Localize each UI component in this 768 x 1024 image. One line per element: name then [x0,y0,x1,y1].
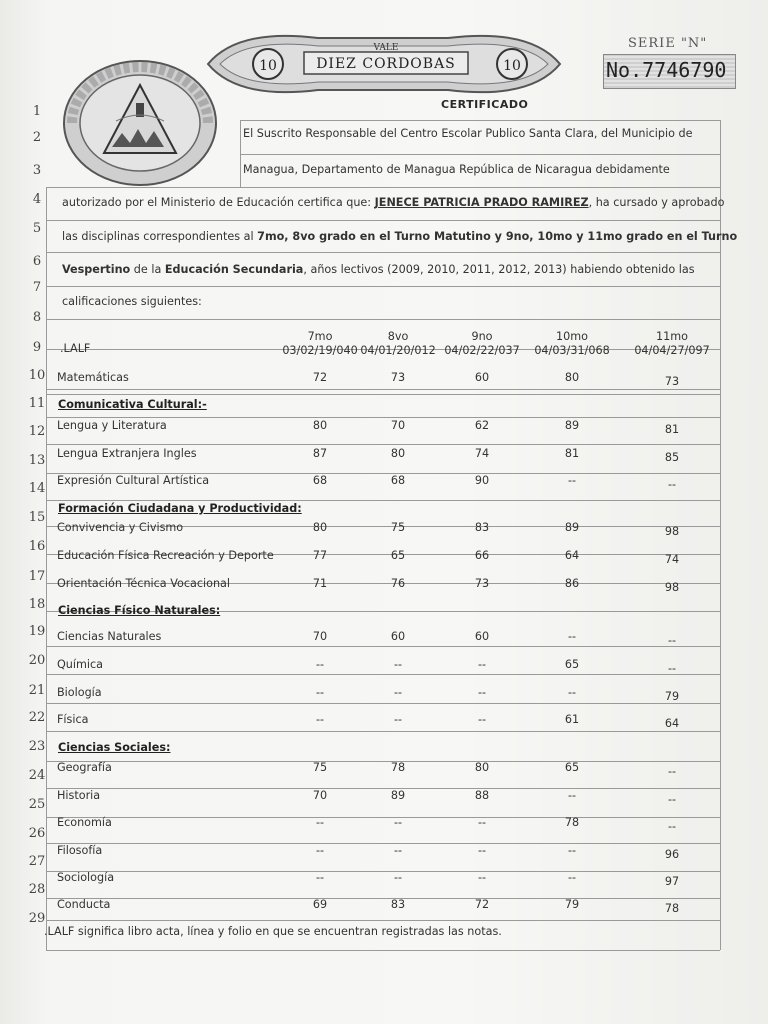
grade-cell: -- [567,789,577,802]
grade-cell: 62 [474,419,490,432]
ruled-line [240,154,720,155]
intro-line-3: autorizado por el Ministerio de Educación certifica que: JENECE PATRICIA PRADO RAMIREZ, ha cursado y aprobado [62,196,725,209]
grade-cell: 74 [474,447,490,460]
ruled-line [46,252,720,253]
grade-cell: 87 [312,447,328,460]
grade-cell: 83 [474,521,490,534]
subject-name: Sociología [57,871,115,884]
subject-name: Conducta [57,898,111,911]
grade-cell: -- [667,793,677,806]
grade-cell: 73 [664,375,680,388]
grade-cell: -- [393,844,403,857]
grade-cell: -- [393,686,403,699]
grade-cell: 68 [312,474,328,487]
grade-cell: 79 [564,898,580,911]
svg-text:VALE: VALE [373,43,399,53]
grade-cell: -- [477,871,487,884]
subject-name: Física [57,713,89,726]
grade-cell: -- [477,686,487,699]
intro-line-2: Managua, Departamento de Managua República de Nicaragua debidamente [243,163,670,176]
ruled-line [46,731,720,732]
grade-cell: -- [315,816,325,829]
grade-cell: 77 [312,549,328,562]
grade-cell: 75 [312,761,328,774]
grade-cell: 78 [664,902,680,915]
subject-name: Lengua Extranjera Ingles [57,447,197,460]
line-number: 26 [28,826,46,841]
grade-cell: -- [315,686,325,699]
line-number: 13 [28,453,46,468]
grade-cell: 71 [312,577,328,590]
lalf-code: 04/04/27/097 [634,344,710,357]
line-number: 24 [28,768,46,783]
line-number: 18 [28,597,46,612]
grade-cell: 70 [312,630,328,643]
grade-cell: -- [667,478,677,491]
section-heading: Formación Ciudadana y Productividad: [58,502,302,515]
grade-cell: 98 [664,525,680,538]
grade-cell: -- [567,844,577,857]
revenue-stamp-icon [198,24,570,104]
line-number: 5 [32,221,42,236]
grade-cell: 80 [312,521,328,534]
grade-cell: 73 [474,577,490,590]
line-number: 8 [32,310,42,325]
ruled-border [240,120,241,187]
grade-cell: 83 [390,898,406,911]
line-number: 9 [32,340,42,355]
grade-cell: 81 [564,447,580,460]
lalf-code: 04/03/31/068 [534,344,610,357]
subject-name: Lengua y Literatura [57,419,167,432]
line-number: 27 [28,854,46,869]
serie-label: SERIE "N" [628,36,708,51]
grade-cell: 89 [390,789,406,802]
subject-name: Convivencia y Civismo [57,521,184,534]
grade-cell: 89 [564,521,580,534]
grade-cell: 74 [664,553,680,566]
grade-cell: -- [315,844,325,857]
grade-cell: 64 [564,549,580,562]
grade-cell: -- [567,871,577,884]
grade-cell: 98 [664,581,680,594]
grade-cell: -- [393,658,403,671]
line-number: 11 [28,396,46,411]
line-number: 28 [28,882,46,897]
grade-cell: 90 [474,474,490,487]
grade-cell: 60 [474,630,490,643]
subject-name: Educación Física Recreación y Deporte [57,549,274,562]
grade-cell: 75 [390,521,406,534]
grade-cell: 60 [390,630,406,643]
grade-cell: -- [393,713,403,726]
svg-text:10: 10 [259,58,277,74]
grade-cell: 80 [564,371,580,384]
nicaragua-seal-icon [60,57,220,189]
grade-cell: 73 [390,371,406,384]
grade-column-header [352,330,444,358]
grade-cell: -- [477,844,487,857]
subject-name: Ciencias Naturales [57,630,162,643]
grade-level: 9no [471,330,493,343]
ruled-line [46,703,720,704]
ruled-line [46,220,720,221]
grade-cell: -- [393,871,403,884]
line-number: 15 [28,510,46,525]
subject-name: Orientación Técnica Vocacional [57,577,230,590]
grade-cell: 80 [390,447,406,460]
intro-line-5: Vespertino de la Educación Secundaria, años lectivos (2009, 2010, 2011, 2012, 2013) habiendo obtenido las [62,263,695,276]
grade-cell: 97 [664,875,680,888]
grade-cell: 79 [664,690,680,703]
line-number: 12 [28,424,46,439]
subject-name: Expresión Cultural Artística [57,474,210,487]
subject-name: Biología [57,686,102,699]
section-heading: Comunicativa Cultural:- [58,398,207,411]
subject-name: Geografía [57,761,112,774]
grade-level: 11mo [656,330,688,343]
grade-cell: 80 [312,419,328,432]
lalf-code: 04/01/20/012 [360,344,436,357]
section-heading: Ciencias Físico Naturales: [58,604,221,617]
subject-name: Química [57,658,104,671]
grade-cell: -- [315,871,325,884]
subject-name: Matemáticas [57,371,129,384]
grade-cell: 88 [474,789,490,802]
student-name: JENECE PATRICIA PRADO RAMIREZ [374,196,589,209]
ruled-line [46,417,720,418]
lalf-code: 03/02/19/040 [282,344,358,357]
grade-cell: 76 [390,577,406,590]
grade-cell: -- [567,686,577,699]
intro-line-6: calificaciones siguientes: [62,295,202,308]
line-number: 4 [32,192,42,207]
ruled-line [240,120,720,121]
grade-cell: 78 [390,761,406,774]
line-number: 22 [28,710,46,725]
grade-level: 8vo [387,330,409,343]
line-number: 23 [28,739,46,754]
line-number: 1 [32,104,42,119]
line-number: 3 [32,163,42,178]
grade-cell: 69 [312,898,328,911]
ruled-line [46,444,720,445]
grade-cell: 64 [664,717,680,730]
grade-cell: -- [667,634,677,647]
ruled-line [46,286,720,287]
ruled-line [46,187,720,188]
ruled-line [46,394,720,395]
subject-name: Historia [57,789,101,802]
line-number: 20 [28,653,46,668]
lalf-label: .LALF [60,342,91,355]
intro-line-4: las disciplinas correspondientes al 7mo, 8vo grado en el Turno Matutino y 9no, 10mo y 11mo grado en el Turno [62,230,738,243]
subject-name: Filosofía [57,844,103,857]
line-number: 10 [28,368,46,383]
grade-cell: -- [315,713,325,726]
grade-cell: 61 [564,713,580,726]
ruled-line [46,500,720,501]
grade-cell: 65 [390,549,406,562]
ruled-line [46,389,720,390]
grade-cell: 86 [564,577,580,590]
serial-number: No.7746790 [606,58,727,82]
grade-cell: -- [667,765,677,778]
line-number: 29 [28,911,46,926]
svg-text:DIEZ CORDOBAS: DIEZ CORDOBAS [316,56,456,72]
grade-cell: -- [477,816,487,829]
grade-cell: 70 [390,419,406,432]
grade-cell: -- [315,658,325,671]
grade-cell: 80 [474,761,490,774]
grade-cell: -- [477,658,487,671]
line-number: 6 [32,254,42,269]
grade-cell: 72 [474,898,490,911]
lalf-code: 04/02/22/037 [444,344,520,357]
line-number: 14 [28,481,46,496]
grade-cell: -- [567,630,577,643]
grade-cell: -- [667,820,677,833]
line-number: 25 [28,797,46,812]
line-number: 16 [28,539,46,554]
grade-column-header [526,330,618,358]
grade-cell: 66 [474,549,490,562]
line-number: 21 [28,683,46,698]
grade-cell: -- [393,816,403,829]
grade-cell: -- [477,713,487,726]
ruled-line [46,674,720,675]
subject-name: Economía [57,816,112,829]
grade-cell: -- [667,662,677,675]
grade-cell: 65 [564,658,580,671]
grade-cell: 96 [664,848,680,861]
grade-cell: 81 [664,423,680,436]
svg-text:10: 10 [503,58,521,74]
ruled-line [46,950,720,951]
grade-cell: 68 [390,474,406,487]
grade-cell: 70 [312,789,328,802]
ruled-line [46,319,720,320]
grade-level: 10mo [556,330,588,343]
ruled-line [46,920,720,921]
ruled-line [46,646,720,647]
grade-cell: 89 [564,419,580,432]
line-number: 19 [28,624,46,639]
line-number: 7 [32,280,42,295]
grade-column-header [626,330,718,358]
grade-level: 7mo [307,330,333,343]
line-number: 17 [28,569,46,584]
certificate-title: CERTIFICADO [441,98,529,111]
grade-cell: -- [567,474,577,487]
grade-cell: 85 [664,451,680,464]
grade-cell: 78 [564,816,580,829]
line-number: 2 [32,130,42,145]
section-heading: Ciencias Sociales: [58,741,171,754]
ruled-border [720,120,721,950]
grade-cell: 72 [312,371,328,384]
footnote: .LALF significa libro acta, línea y folio en que se encuentran registradas las notas. [44,925,502,938]
grade-column-header [436,330,528,358]
grade-cell: 65 [564,761,580,774]
grade-cell: 60 [474,371,490,384]
intro-line-1: El Suscrito Responsable del Centro Escolar Publico Santa Clara, del Municipio de [243,127,693,140]
